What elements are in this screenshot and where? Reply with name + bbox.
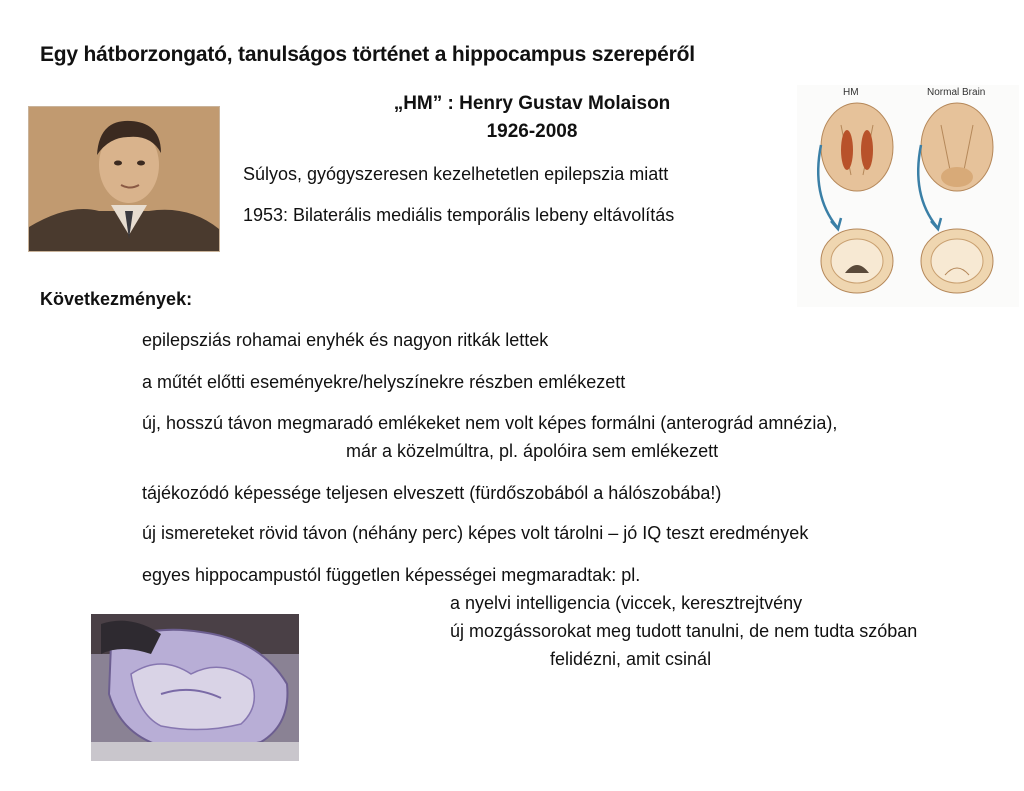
consequences-heading: Következmények: (40, 289, 193, 309)
subject-line-1: Súlyos, gyógyszeresen kezelhetetlen epilepszia miatt (243, 164, 669, 184)
consequence-item: a műtét előtti eseményekre/helyszínekre részben emlékezett (142, 372, 626, 392)
consequence-item-continuation: már a közelmúltra, pl. ápolóira sem emlékezett (346, 441, 719, 461)
subject-name: „HM” : Henry Gustav Molaison (393, 93, 671, 114)
consequence-item: új ismereteket rövid távon (néhány perc) képes volt tárolni – jó IQ teszt eredmények (142, 523, 809, 543)
diagram-label-normal: Normal Brain (927, 87, 986, 98)
brain-slice-photo (91, 614, 299, 761)
consequence-subitem: a nyelvi intelligencia (viccek, keresztrejtvény (450, 593, 803, 613)
brain-comparison-diagram (797, 85, 1019, 307)
slide-title: Egy hátborzongató, tanulságos történet a hippocampus szerepéről (40, 43, 695, 66)
diagram-label-hm: HM (843, 87, 859, 98)
consequence-subitem-continuation: felidézni, amit csinál (550, 649, 712, 669)
consequence-item: tájékozódó képessége teljesen elveszett (fürdőszobából a hálószobába!) (142, 483, 722, 503)
consequence-item: epilepsziás rohamai enyhék és nagyon ritkák lettek (142, 330, 549, 350)
consequence-item: egyes hippocampustól független képességei megmaradtak: pl. (142, 565, 641, 585)
subject-line-2: 1953: Bilaterális mediális temporális lebeny eltávolítás (243, 205, 675, 225)
consequence-item: új, hosszú távon megmaradó emlékeket nem volt képes formálni (anterográd amnézia), (142, 413, 838, 433)
subject-years: 1926-2008 (486, 121, 578, 142)
consequence-subitem: új mozgássorokat meg tudott tanulni, de nem tudta szóban (450, 621, 918, 641)
